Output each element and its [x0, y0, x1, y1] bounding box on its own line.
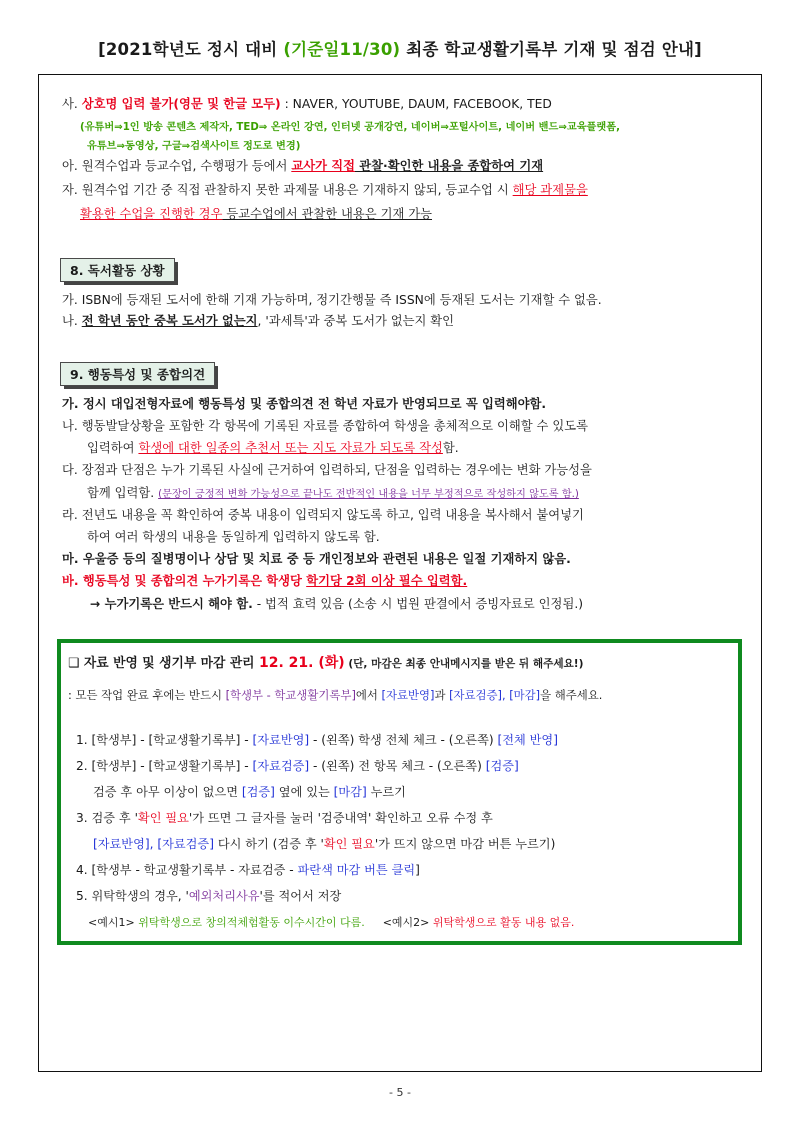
- box-step-5: [76, 888, 341, 904]
- box-step-3b-post: '가 뜨지 않으면 마감 버튼 누르기): [374, 837, 556, 851]
- box-step-3b-mid: 다시 하기 (검증 후 ': [213, 837, 324, 851]
- section-9-item-ra-1: 라. 전년도 내용을 꼭 확인하여 중복 내용이 입력되지 않도록 하고, 입력 내용을 복사해서 붙여넣기: [62, 508, 584, 522]
- item-a-prefix: 아. 원격수업과 등교수업, 수행평가 등에서: [62, 159, 292, 173]
- box-step-4-pre: 4. [학생부 - 학교생활기록부 - 자료검증 -: [76, 863, 298, 877]
- box-step-3b: [93, 836, 555, 852]
- box-sub-mid1: 에서: [355, 688, 382, 702]
- section-9-na-pre: 입력하여: [87, 441, 139, 455]
- box-subtitle: [68, 687, 602, 703]
- box-heading-text: ❑ 자료 반영 및 생기부 마감 관리: [68, 656, 259, 671]
- section-8-na-prefix: 나.: [62, 314, 82, 328]
- box-step-3-check: 확인 필요: [137, 811, 189, 825]
- box-step-2-verify-tab: [자료검증]: [252, 759, 310, 773]
- section-9-da-pre: 함께 입력함.: [87, 486, 159, 500]
- box-step-5-reason: 예외처리사유: [188, 889, 260, 903]
- box-step-1-mid: - (왼쪽) 학생 전체 체크 - (오른쪽): [309, 733, 498, 747]
- box-step-2b-verify: [검증]: [241, 785, 275, 799]
- box-step-2: [76, 758, 519, 774]
- item-ja-emphasis-2: 활용한 수업을 진행한 경우: [80, 207, 223, 221]
- section-9-item-na-2: [87, 440, 459, 456]
- page-number: - 5 -: [389, 1086, 411, 1099]
- section-8-item-na: [62, 313, 454, 329]
- section-9-da-note: (문장이 긍정적 변화 가능성으로 끝나도 전반적인 내용을 너무 부정적으로 작성하지 않도록 함.): [158, 489, 579, 500]
- box-heading-date: 12. 21. (화): [259, 655, 345, 671]
- box-heading: [68, 655, 583, 672]
- box-sub-path: [학생부 - 학교생활기록부]: [225, 688, 356, 702]
- section-8-heading: 8. 독서활동 상황: [60, 258, 175, 282]
- item-sa-note-1: (유튜버⇒1인 방송 콘텐츠 제작자, TED⇒ 온라인 강연, 인터넷 공개강연, 네이버⇒포털사이트, 네이버 밴드⇒교육플랫폼,: [80, 122, 620, 133]
- section-9-na-post: 함.: [442, 441, 459, 455]
- item-a-underlined: 관찰·확인한 내용을 종합하여 기재: [355, 159, 544, 173]
- section-8-na-rest: , '과세특'과 중복 도서가 없는지 확인: [257, 314, 455, 328]
- box-sub-reflect: [자료반영]: [381, 688, 435, 702]
- box-step-4-blue: 파란색 마감 버튼 클릭: [297, 863, 416, 877]
- box-step-3: [76, 810, 493, 826]
- section-9-arrow-rest: - 법적 효력 있음 (소송 시 법원 판결에서 증빙자료로 인정됨.): [252, 597, 584, 611]
- box-example-2: 위탁학생으로 활동 내용 없음.: [432, 916, 575, 929]
- box-sub-pre: : 모든 작업 완료 후에는 반드시: [68, 688, 226, 702]
- section-9-item-ga: 가. 정시 대입전형자료에 행동특성 및 종합의견 전 학년 자료가 반영되므로 꼭 입력해야함.: [62, 397, 547, 411]
- box-step-2-mid: - (왼쪽) 전 항목 체크 - (오른쪽): [309, 759, 486, 773]
- box-step-4-post: ]: [415, 863, 420, 877]
- box-step-5-pre: 5. 위탁학생의 경우, ': [76, 889, 189, 903]
- section-9-item-da-2: [87, 485, 579, 503]
- section-9-ba-pre: 바. 행동특성 및 종합의견 누가기록은 학생당: [62, 574, 307, 588]
- item-ja-text: 자. 원격수업 기간 중 직접 관찰하지 못한 과제물 내용은 기재하지 않되, 등교수업 시: [62, 183, 513, 197]
- section-9-arrow-bold: → 누가기록은 반드시 해야 함.: [90, 597, 253, 611]
- box-step-2b-mid: 옆에 있는: [274, 785, 334, 799]
- box-step-1-all: [전체 반영]: [497, 733, 558, 747]
- item-a-emphasis: 교사가 직접: [291, 159, 355, 173]
- box-example-1: 위탁학생으로 창의적체험활동 이수시간이 다름.: [138, 916, 365, 929]
- box-heading-note: (단, 마감은 최종 안내메시지를 받은 뒤 해주세요!): [344, 658, 584, 670]
- box-step-2b: [93, 784, 406, 800]
- title-date-criteria: (기준일11/30): [283, 40, 401, 59]
- box-step-1: [76, 732, 558, 748]
- item-sa-prefix: 사.: [62, 97, 82, 111]
- section-9-na-emphasis: 학생에 대한 일종의 추천서 또는 지도 자료가 되도록 작성: [138, 441, 443, 455]
- item-ja-emphasis-1: 해당 과제물을: [512, 183, 588, 197]
- box-step-2-verify: [검증]: [485, 759, 519, 773]
- section-9-item-ba: [62, 573, 467, 589]
- box-step-5-post: '를 적어서 저장: [259, 889, 342, 903]
- box-step-3b-buttons: [자료반영], [자료검증]: [93, 837, 214, 851]
- box-step-2-pre: 2. [학생부] - [학교생활기록부] -: [76, 759, 253, 773]
- box-step-3b-check: 확인 필요: [323, 837, 375, 851]
- box-examples: [88, 915, 574, 931]
- section-9-item-na-1: 나. 행동발달상황을 포함한 각 항목에 기록된 자료를 종합하여 학생을 총체적으로 이해할 수 있도록: [62, 419, 588, 433]
- section-9-item-ra-2: 하여 여러 학생의 내용을 동일하게 입력하지 않도록 함.: [87, 530, 380, 544]
- section-9-item-ma: 마. 우울증 등의 질병명이나 상담 및 치료 중 등 개인정보와 관련된 내용은 일절 기재하지 않음.: [62, 552, 571, 566]
- item-ja-underlined: 등교수업에서 관찰한 내용은 기재 가능: [222, 207, 433, 221]
- item-ja-line2: [80, 206, 432, 222]
- item-sa: [62, 96, 552, 112]
- item-ja-line1: [62, 182, 588, 198]
- box-step-3-post: '가 뜨면 그 글자를 눌러 '검증내역' 확인하고 오류 수정 후: [188, 811, 493, 825]
- box-example-1-label: <예시1>: [88, 916, 139, 929]
- box-step-3-pre: 3. 검증 후 ': [76, 811, 138, 825]
- section-9-heading: 9. 행동특성 및 종합의견: [60, 362, 215, 386]
- box-example-2-label: <예시2>: [382, 916, 433, 929]
- title-suffix: 최종 학교생활기록부 기재 및 점검 안내]: [400, 40, 702, 59]
- item-sa-note-2: 유튜브⇒동영상, 구글⇒검색사이트 정도로 변경): [87, 141, 301, 152]
- item-sa-warning: 상호명 입력 불가(영문 및 한글 모두): [81, 97, 281, 111]
- document-title: [0, 36, 800, 60]
- item-sa-names: : NAVER, YOUTUBE, DAUM, FACEBOOK, TED: [280, 97, 552, 111]
- box-sub-verify: [자료검증], [마감]: [449, 688, 541, 702]
- box-step-1-reflect: [자료반영]: [252, 733, 310, 747]
- section-9-ba-emphasis: 학기당 2회 이상 필수 입력함.: [306, 574, 468, 588]
- box-step-4: [76, 862, 420, 878]
- item-a: [62, 158, 543, 174]
- section-8-na-emphasis: 전 학년 동안 중복 도서가 없는지: [81, 314, 258, 328]
- section-9-arrow-note: [90, 596, 583, 612]
- section-8-item-ga: 가. ISBN에 등재된 도서에 한해 기재 가능하며, 정기간행물 즉 ISSN에 등재된 도서는 기재할 수 없음.: [62, 293, 602, 307]
- box-step-2b-post: 누르기: [366, 785, 406, 799]
- box-step-2b-pre: 검증 후 아무 이상이 없으면: [93, 785, 242, 799]
- box-step-1-pre: 1. [학생부] - [학교생활기록부] -: [76, 733, 253, 747]
- box-sub-post: 을 해주세요.: [540, 688, 603, 702]
- box-sub-mid2: 과: [434, 688, 450, 702]
- section-9-item-da-1: 다. 장점과 단점은 누가 기록된 사실에 근거하여 입력하되, 단점을 입력하는 경우에는 변화 가능성을: [62, 463, 592, 477]
- box-step-2b-close: [마감]: [333, 785, 367, 799]
- title-prefix: [2021학년도 정시 대비: [98, 40, 284, 59]
